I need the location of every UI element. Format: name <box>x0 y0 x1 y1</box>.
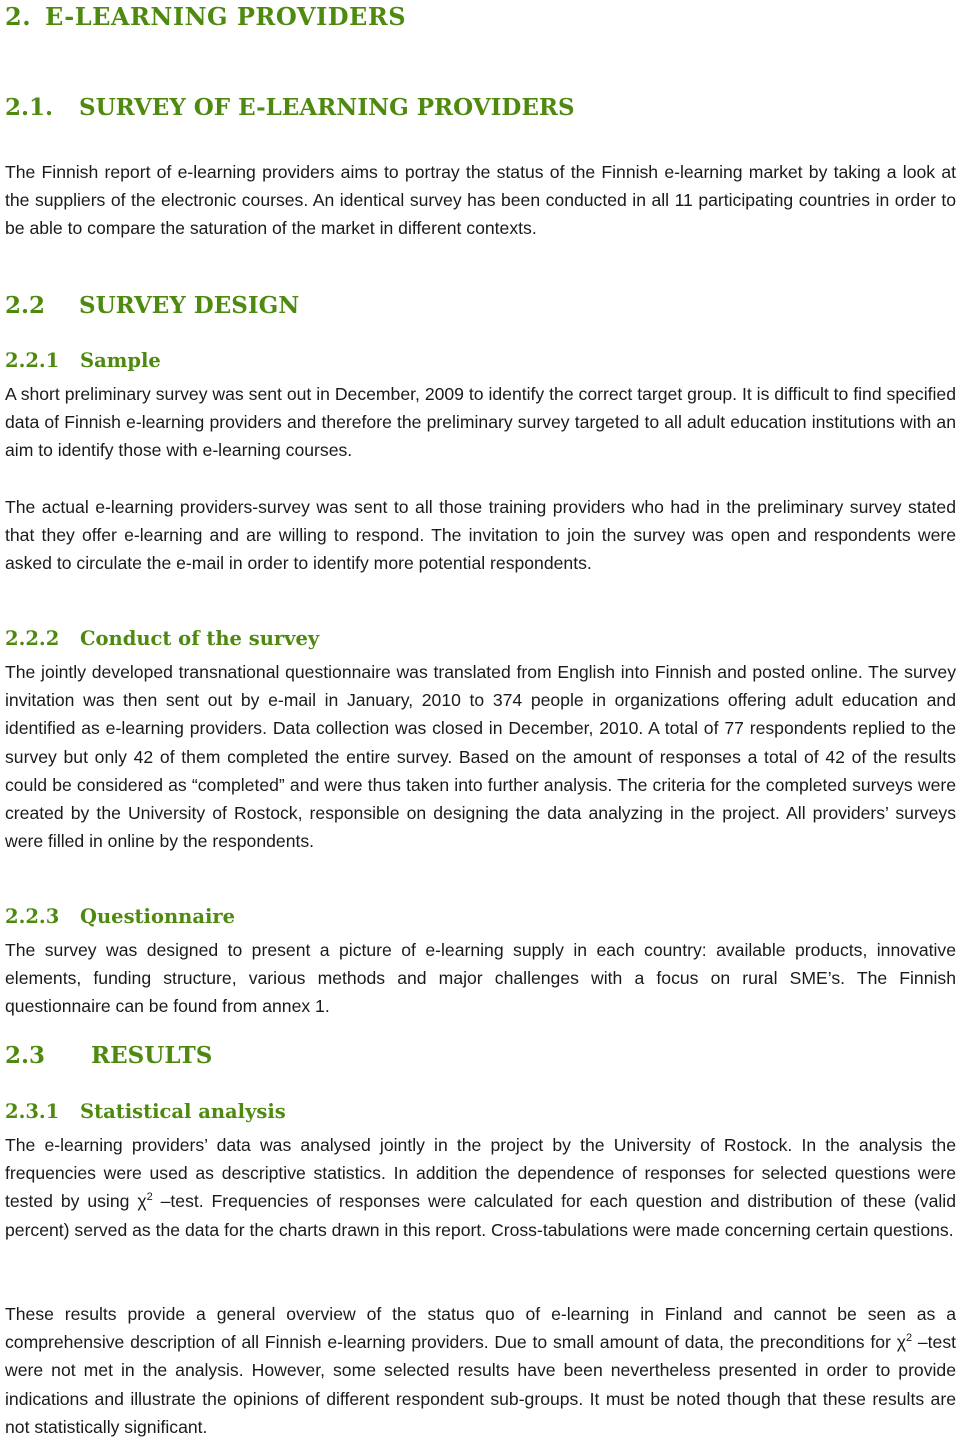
heading-2-2-2 <box>5 627 319 650</box>
heading-title: E-LEARNING PROVIDERS <box>45 2 407 31</box>
heading-2-2 <box>5 292 299 319</box>
heading-title: SURVEY OF E-LEARNING PROVIDERS <box>79 94 575 121</box>
heading-number: 2.2.2 <box>5 627 60 650</box>
heading-2-2-3 <box>5 905 235 928</box>
heading-2 <box>5 2 406 31</box>
heading-title: Sample <box>80 349 161 372</box>
paragraph-questionnaire: The survey was designed to present a picture of e-learning supply in each country: available products, innovative elements, funding structure, various methods and major challenges with a focus on rural SME’s. The Finnish questionnaire can be found from annex 1. <box>5 940 956 1017</box>
paragraph-sample-2: The actual e-learning providers-survey was sent to all those training providers who had in the preliminary survey stated that they offer e-learning and are willing to respond. The invitation to join the survey was open and respondents were asked to circulate the e-mail in order to identify more potential respondents. <box>5 497 956 574</box>
heading-number: 2. <box>5 2 32 31</box>
heading-number: 2.2.1 <box>5 349 60 372</box>
superscript: 2 <box>905 1332 913 1345</box>
heading-2-3 <box>5 1042 212 1069</box>
heading-2-1 <box>5 94 575 121</box>
heading-title: SURVEY DESIGN <box>79 292 300 319</box>
paragraph-results-overview <box>5 1300 956 1441</box>
paragraph-conduct: The jointly developed transnational questionnaire was translated from English into Finnish and posted online. The survey invitation was then sent out by e-mail in January, 2010 to 374 people in organizations offering adult education and identified as e-learning providers. Data collection was closed in December, 2010. A total of 77 respondents replied to the survey but only 42 of them completed the entire survey. Based on the amount of responses a total of 42 of the results could be considered as “completed” and were thus taken into further analysis. The criteria for the completed surveys were created by the University of Rostock, responsible on designing the data analyzing in the project. All providers’ surveys were filled in online by the respondents. <box>5 662 956 852</box>
heading-title: RESULTS <box>91 1042 213 1069</box>
paragraph-text: –test. Frequencies of responses were calculated for each question and distribution of these (valid percent) served as the data for the charts drawn in this report. Cross-tabulations were made concerning certain questions. <box>5 1191 956 1240</box>
heading-number: 2.3.1 <box>5 1100 60 1123</box>
heading-title: Conduct of the survey <box>80 627 320 650</box>
paragraph-text: The e-learning providers’ data was analysed jointly in the project by the University of Rostock. In the analysis the frequencies were used as descriptive statistics. In addition the dependence of responses for selected questions were tested by using χ <box>5 1135 956 1212</box>
paragraph-sample-1: A short preliminary survey was sent out in December, 2009 to identify the correct target group. It is difficult to find specified data of Finnish e-learning providers and therefore the preliminary survey targeted to all adult education institutions with an aim to identify those with e-learning courses. <box>5 384 956 461</box>
heading-number: 2.3 <box>5 1042 46 1069</box>
paragraph-intro: The Finnish report of e-learning providers aims to portray the status of the Finnish e-learning market by taking a look at the suppliers of the electronic courses. An identical survey has been conducted in all 11 participating countries in order to be able to compare the saturation of the market in different contexts. <box>5 162 956 239</box>
heading-number: 2.2 <box>5 292 46 319</box>
heading-number: 2.2.3 <box>5 905 60 928</box>
superscript: 2 <box>146 1191 153 1204</box>
paragraph-text: –test were not met in the analysis. However, some selected results have been nevertheless presented in order to provide indications and illustrate the opinions of different respondent sub-groups. It must be noted though that these results are not statistically significant. <box>5 1332 956 1437</box>
heading-title: Statistical analysis <box>80 1100 286 1123</box>
heading-number: 2.1. <box>5 94 54 121</box>
heading-2-3-1 <box>5 1100 286 1123</box>
paragraph-text: These results provide a general overview of the status quo of e-learning in Finland and cannot be seen as a comprehensive description of all Finnish e-learning providers. Due to small amount of data, the preconditions for χ <box>5 1304 956 1353</box>
heading-2-2-1 <box>5 349 161 372</box>
paragraph-statistical-analysis <box>5 1131 956 1244</box>
heading-title: Questionnaire <box>80 905 236 928</box>
